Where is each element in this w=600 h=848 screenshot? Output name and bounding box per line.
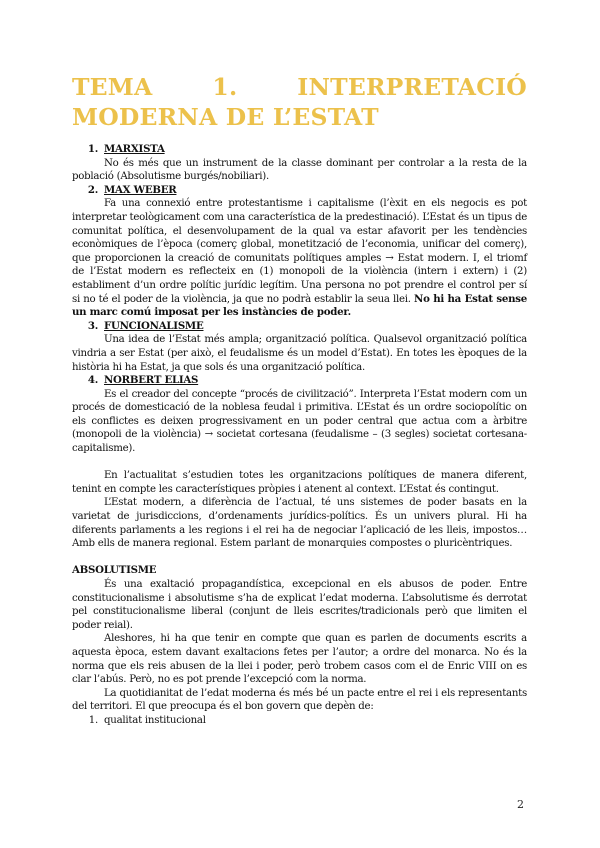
weber-bold-statement: No hi ha Estat sense un marc comú imposat per les instàncies de poder. [72,292,527,319]
section-title: MAX WEBER [104,183,177,196]
title-word-interpretacio: INTERPRETACIÓ [297,73,527,101]
section-title: FUNCIONALISME [104,319,204,332]
title-word-tema: TEMA [72,73,153,101]
weber-body: Fa una connexió entre protestantisme i capitalisme (l’èxit en els negocis es pot interpretar teològicament com una característica de la predestinació). L’Estat és un tipus de comunitat política, el desenvolupament de la qual va estar afavorit per les tendències econòmiques de l’època (comerç global, monetització de l’economia, unificar del comerç), que proporcionen la creació de comunitats polítiques amples → Estat modern. I, el triomf de l’Estat modern es reflecteix en (1) monopoli de la violència (intern i extern) i (2) establiment d’un ordre polític jurídic legítim. Una persona no pot prendre el control per sí si no té el poder de la violència, ja que no podrà establir la seua llei. [72,198,527,305]
paragraph-absolutisme-2: Aleshores, hi ha que tenir en compte que quan es parlen de documents escrits a aquesta època, estem davant exaltacions fetes per l’autor; a ordre del monarca. No és la norma que els reis abusen de la llei i poder, però trobem casos com el de Enric VIII on es clar l’abús. Però, no es pot prende l’excepció com la norma. [72,633,527,686]
paragraph-actualitat: En l’actualitat s’estudien totes les organitzacions polítiques de manera diferent, tenint en compte les característiques pròpies i atenent al context. L’Estat és contingut. [72,470,527,495]
section-heading-funcionalisme [72,320,527,334]
list-item [72,714,527,728]
paragraph-estat-modern: L’Estat modern, a diferència de l’actual, té uns sistemes de poder basats en la varietat de jurisdiccions, d’ordenaments jurídics-polítics. És un univers plural. Hi ha diferents parlaments a les regions i el rei ha de negociar l’aplicació de les lleis, impostos… Amb ells de manera regional. Estem parlant de monarquies compostes o pluricèntriques. [72,497,527,550]
section-text-max-weber [72,197,527,319]
section-title: NORBERT ELIAS [104,374,199,387]
section-text-norbert-elias: Es el creador del concepte “procés de civilització”. Interpreta l’Estat modern com un procés de domesticació de la noblesa feudal i primitiva. L’Estat és un ordre sociopolític on els conflictes es deixen progressivament en un poder central que actua com a àrbitre (monopoli de la violència) → societat cortesana (feudalisme – (3 segles) societat cortesana-capitalisme). [72,388,527,455]
spacer [72,551,527,565]
paragraph-absolutisme-3: La quotidianitat de l’edat moderna és més bé un pacte entre el rei i els representants del territori. El que preocupa és el bon govern que depèn de: [72,687,527,713]
section-text-funcionalisme: Una idea de l’Estat més ampla; organització política. Qualsevol organització política vindria a ser Estat (per això, el feudalisme és un model d’Estat). En totes les èpoques de la història hi ha Estat, ja que sols és una organització política. [72,334,527,373]
heading-absolutisme: ABSOLUTISME [72,564,157,577]
section-heading-norbert-elias [72,374,527,388]
section-number: 2. [87,183,98,196]
section-number: 1. [87,143,98,155]
paragraph-absolutisme-1: És una exaltació propagandística, excepcional en els abusos de poder. Entre constitucionalisme i absolutisme s’ha de explicat l’edat moderna. L’absolutisme és derrotat pel constitucionalisme liberal (conjunt de lleis escrites/tradicionals però que limiten el poder reial). [72,579,527,631]
section-text-marxista: No és més que un instrument de la classe dominant per controlar a la resta de la població (Absolutisme burgés/nobiliari). [72,157,527,183]
page-number: 2 [517,798,524,811]
title-word-number: 1. [212,73,238,101]
page-title [72,72,527,132]
section-title: MARXISTA [104,143,165,155]
section-heading-marxista [72,143,527,157]
section-number: 3. [87,319,98,332]
title-line-2: MODERNA DE L’ESTAT [72,103,379,131]
list-item-number: 1. [88,714,98,726]
section-heading-max-weber [72,184,527,198]
title-line-1 [72,72,527,102]
spacer [72,456,527,470]
section-number: 4. [87,374,98,387]
document-body [72,143,527,728]
list-item-text: qualitat institucional [104,714,206,726]
